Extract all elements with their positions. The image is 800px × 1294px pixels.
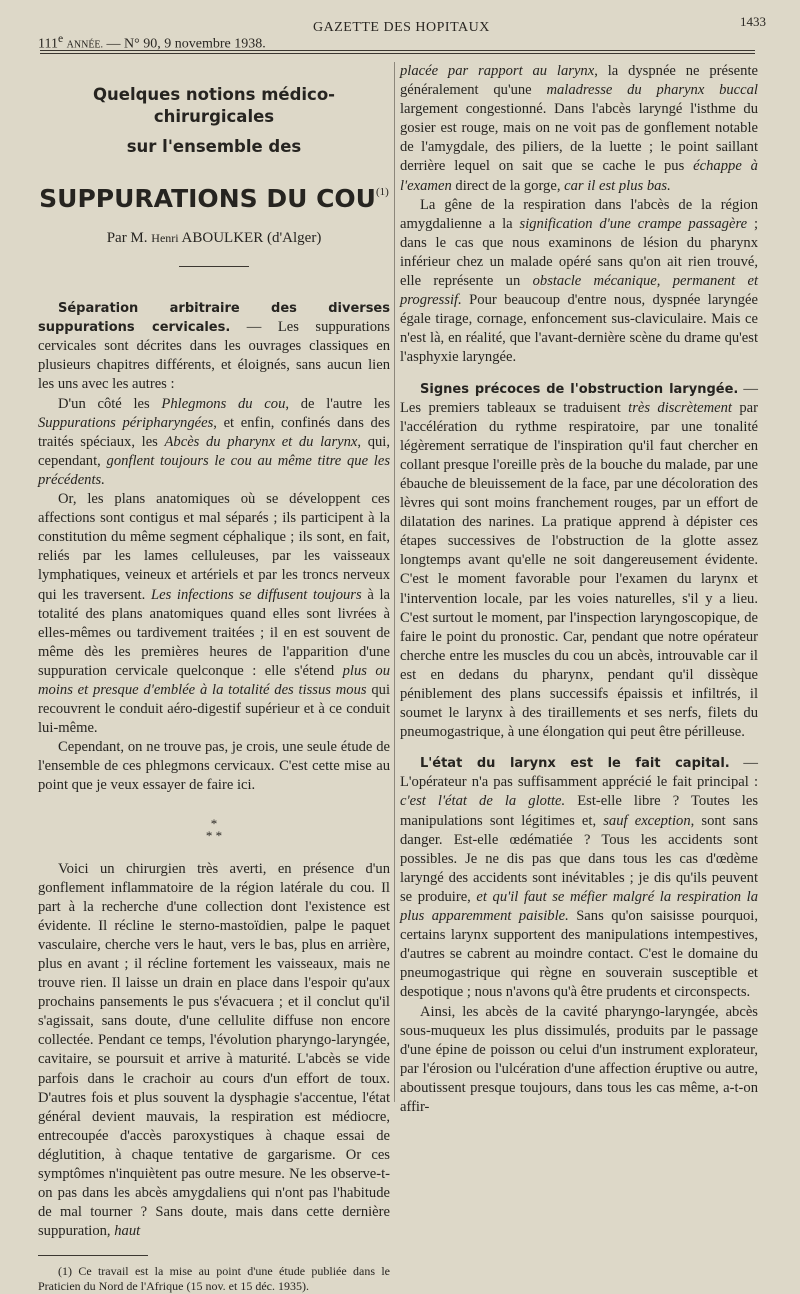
paragraph: Séparation arbitraire des diverses suppurations cervicales. — Les suppurations cervicales sont décrites dans les ouvrages classiques en plusieurs chapitres différents, et éloignés, sans aucun lien les uns avec les autres : [38,301,390,393]
journal-name: GAZETTE DES HOPITAUX [313,20,490,35]
footnote: (1) Ce travail est la mise au point d'une étude publiée dans le Praticien du Nord de l'Afrique (15 nov. et 15 déc. 1935). [38,1264,390,1294]
paragraph: L'état du larynx est le fait capital. — L'opérateur n'a pas suffisamment apprécié le fait principal : c'est l'état de la glotte. Est-elle libre ? Toutes les manipulations sont légitimes et, sauf exception, sont sans danger. Est-elle œdématiée ? Tous les accidents sont possibles. Je ne dis pas que dans tous les cas d'œdème laryngé des accidents sont inévitables ; je dis qu'ils peuvent se produire, et qu'il faut se méfier malgré la respiration la plus apparemment paisible. Sans qu'on saisisse pourquoi, certains larynx supportent des manipulations intempestives, d'autres se cabrent au moindre contact. C'est le domaine du pneumogastrique qui règne en souverain susceptible et despotique ; nous n'avons qu'à être prudents et circonspects. [400,755,759,1001]
column-divider [394,62,395,1102]
header-rule-2 [40,53,755,54]
paragraph: La gêne de la respiration dans l'abcès de la région amygdalienne a la signification d'une crampe passagère ; dans le cas que nous examinons de lésion du pharynx inférieur chez un malade opéré sans qu'on ait rien trouvé, elle représente un obstacle mécanique, permanent et progressif. Pour beaucoup d'entre nous, dyspnée laryngée égale tirage, cornage, enfoncement sus-claviculaire. Mais ce n'est là, en réalité, que l'avant-dernière scène du drame qu'est l'asphyxie laryngée. [400,196,759,366]
section-heading: Signes précoces de l'obstruction laryngée. [420,381,739,397]
running-header [38,14,766,52]
issue-info: 111e ANNÉE. — N° 90, 9 novembre 1938. [38,32,266,52]
article-title: SUPPURATIONS DU COU$^{(1)}$ [39,184,389,213]
title-rule [179,266,249,267]
title-line-2: sur l'ensemble des [126,137,302,156]
right-column [400,62,758,1117]
footnote-ref: (1) [375,186,389,198]
footnote-rule [38,1255,148,1256]
section-heading: Séparation arbitraire des diverses suppurations cervicales. [38,301,390,336]
paragraph: Voici un chirurgien très averti, en présence d'un gonflement inflammatoire de la région latérale du cou. Il part à la recherche d'une collection dont l'existence est évidente. Il récline le sterno-mastoïdien, palpe le paquet vasculaire, cherche vers le haut, vers le bas, plus en arrière, plus en avant ; il récline fortement les vaisseaux, mais ne trouve rien. Il laisse un drain en place dans l'espoir qu'aux prochains pansements le pus s'évacuera ; et il conclut qu'il s'agissait, sans doute, d'une cellulite diffuse non encore collectée. Pendant ce temps, l'évolution pharyngo-laryngée, cavitaire, se poursuit et arrive à maturité. L'abcès se vide parfois dans le crachoir au cours d'un effort de toux. D'autres fois et plus souvent la dysphagie s'accentue, l'état général devient mauvais, la respiration est médiocre, entrecoupée d'accès paroxystiques à chaque essai de déglutition, à chaque tentative de gargarisme. Or ces symptômes n'inquiètent pas outre mesure. Ne les observe-t-on pas dans les abcès amygdaliens qui n'ont pas l'habitude de mal tourner ? Sans doute, mais dans cette dernière suppuration, haut [38,860,390,1240]
paragraph: Ainsi, les abcès de la cavité pharyngo-laryngée, abcès sous-muqueux les plus dissimulés, produits par le passage d'une épine de poisson ou celui d'un instrument explorateur, par l'érosion ou l'ulcération d'une affection éruptive ou autre, aboutissent presque toujours, dans tous les cas même, a-t-on affir- [400,1003,758,1115]
page-number: 1433 [740,14,766,29]
title-line-1: Quelques notions médico-chirurgicales [92,85,336,126]
paragraph: Or, les plans anatomiques où se développent ces affections sont contigus et mal séparés ; ils participent à la constitution du même segment céphalique ; ils sont, en fait, reliés par les lames celluleuses, par les vaisseaux lymphatiques, veineux et artériels et par les troncs nerveux qui les traversent. Les infections se diffusent toujours à la totalité des plans anatomiques quand elles sont livrées à elles-mêmes ou tardivement traitées ; il en est souvent de même dès les premières heures de l'apparition d'une suppuration cervicale quelconque : elle s'étend plus ou moins et presque d'emblée à la totalité des tissus mous qui recouvrent le conduit aéro-digestif supérieur et à ce conduit lui-même. [38,491,391,737]
paragraph: Cependant, on ne trouve pas, je crois, une seule étude de l'ensemble de ces phlegmons cervicaux. C'est cette mise au point que je veux essayer de faire ici. [38,739,390,794]
byline: Par M. Henri ABOULKER (d'Alger) [106,230,322,246]
section-heading: L'état du larynx est le fait capital. [420,756,730,772]
paragraph: D'un côté les Phlegmons du cou, de l'autre les Suppurations péripharyngées, et enfin, confinés dans des traités spéciaux, les Abcès du pharynx et du larynx, qui, cependant, gonflent toujours le cou au même titre que les précédents. [38,395,390,488]
paragraph: Signes précoces de l'obstruction laryngée. — Les premiers tableaux se traduisent très discrètement par l'accélération du rythme respiratoire, par une tonalité légèrement serratique de l'inspiration qu'il faut chercher en collant presque l'oreille près de la bouche du malade, par une ébauche de bleuissement de la face, par une décoloration des lèvres qui sont moins franchement rouges, par un effort de dilatation des narines. La pratique apprend à dépister ces étapes successives de l'obstruction de la glotte assez longtemps avant qu'elle ne soit dangereusement évidente. C'est le moment favorable pour l'examen du larynx et l'intervention locale, par les voies naturelles, s'il y a lieu. C'est surtout le moment, par l'inspection laryngoscopique, de faire le point du pronostic. Car, pendant que notre opérateur cherche entre les muscles du cou un abcès, introuvable car il est en dedans du pharynx, pendant qu'il dissèque péniblement des plans successifs épaissis et infiltrés, il soumet le larynx à des tiraillements et ses nerfs, filets du pneumogastrique, à une élongation qui peut être périlleuse. [400,380,758,741]
section-break: * * * [205,815,223,843]
left-column [38,68,390,1294]
header-rule [40,50,755,51]
paragraph: placée par rapport au larynx, la dyspnée ne présente généralement qu'une maladresse du pharynx buccal largement congestionné. Dans l'abcès laryngé l'isthme du gosier est rouge, mais on ne voit pas de gonflement notable de l'amygdale, des piliers, de la luette ; le point saillant derrière lequel on sait que se cache le pus échappe à l'examen direct de la gorge, car il est plus bas. [400,63,758,194]
